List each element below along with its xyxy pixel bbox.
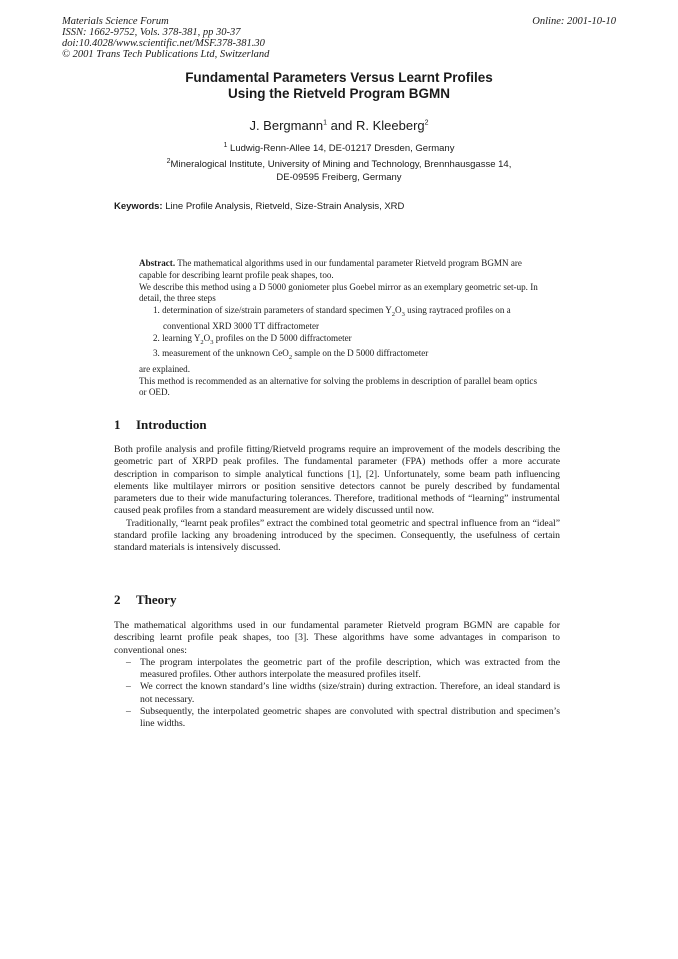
abstract bbox=[139, 258, 539, 399]
keywords-text: Line Profile Analysis, Rietveld, Size-Strain Analysis, XRD bbox=[162, 201, 405, 212]
section-1-paragraph-1: Both profile analysis and profile fitting/Rietveld programs require an improvement of the models describing the geometric part of XRPD peak profiles. The fundamental parameter (FPA) methods offer a more accurate description in comparison to simple analytical functions [1], [2]. Unfortunately, some beam path influencing elements like multilayer mirrors or position sensitive detectors cannot be purely described by fundamental parameters due to their wide manufacturing tolerances. Therefore, traditional methods of “learning” instrumental caused peak profiles from a standard measurement are widely discussed until now. bbox=[114, 444, 560, 517]
list-item: – We correct the known standard’s line widths (size/strain) during extraction. Therefore, an ideal standard is not necessary. bbox=[140, 681, 560, 706]
doi-line[interactable]: doi:10.4028/www.scientific.net/MSF.378-381.30 bbox=[62, 38, 265, 49]
abstract-text-1: The mathematical algorithms used in our fundamental parameter Rietveld program BGMN are capable for describing learnt profile peak shapes, too. bbox=[139, 258, 522, 280]
abstract-step-3: 3. measurement of the unknown CeO$_2$ sample on the D 5000 diffractometer bbox=[153, 348, 429, 362]
abstract-step-1: 1. determination of size/strain parameters of standard specimen $Y_2O_3$ using raytraced profiles on a conventional XRD 3000 TT diffractometer bbox=[153, 305, 511, 331]
authors bbox=[0, 118, 678, 133]
authors-and: and bbox=[327, 118, 356, 133]
affiliation-2-line-1: Mineralogical Institute, University of Mining and Technology, Brennhausgasse 14, bbox=[170, 159, 512, 171]
author-1: J. Bergmann bbox=[249, 118, 324, 133]
abstract-text-4: This method is recommended as an alternative for solving the problems in description of parallel beam optics or OED. bbox=[139, 375, 537, 398]
section-2-list bbox=[114, 657, 560, 731]
abstract-text-3: are explained. bbox=[139, 363, 190, 374]
affiliation-2-sup: 2 bbox=[166, 158, 171, 165]
affiliation-1-sup: 1 bbox=[223, 142, 228, 149]
abstract-label: Abstract. bbox=[139, 258, 176, 268]
online-date: Online: 2001-10-10 bbox=[532, 16, 616, 27]
section-2-number: 2 bbox=[114, 592, 121, 607]
section-2-title: Theory bbox=[136, 592, 177, 607]
title-line-2: Using the Rietveld Program BGMN bbox=[227, 86, 451, 101]
affiliation-1-text: Ludwig-Renn-Allee 14, DE-01217 Dresden, Germany bbox=[230, 143, 455, 155]
author-2: R. Kleeberg bbox=[355, 118, 425, 133]
list-item: – The program interpolates the geometric part of the profile description, which was extracted from the measured profiles. Other authors interpolate the measured profiles itself. bbox=[140, 657, 560, 682]
section-1-paragraph-2: Traditionally, “learnt peak profiles” extract the combined total geometric and spectral influence from an “ideal” standard profile lacking any broadening introduced by the specimen. Consequently, the usefulness of certain standard materials is intensively discussed. bbox=[114, 517, 560, 554]
keywords bbox=[114, 201, 404, 212]
abstract-text-2: We describe this method using a D 5000 goniometer plus Goebel mirror as an exemplary geometric set-up. In detail, the three steps bbox=[139, 281, 538, 304]
section-2-body bbox=[114, 620, 560, 731]
section-1-number: 1 bbox=[114, 417, 121, 432]
section-2-paragraph-1: The mathematical algorithms used in our fundamental parameter Rietveld program BGMN are capable for describing learnt profile peak shapes, too [3]. These algorithms have some advantages in comparison to conventional ones: bbox=[114, 620, 560, 656]
journal-name: Materials Science Forum bbox=[62, 16, 169, 27]
section-1-body bbox=[114, 444, 560, 555]
section-1-title: Introduction bbox=[136, 417, 207, 432]
affiliation-2-line-2: DE-09595 Freiberg, Germany bbox=[276, 172, 402, 184]
section-1-heading bbox=[114, 417, 207, 433]
paper-title bbox=[0, 70, 678, 102]
copyright-line: © 2001 Trans Tech Publications Ltd, Switzerland bbox=[62, 49, 270, 60]
title-line-1: Fundamental Parameters Versus Learnt Profiles bbox=[185, 70, 493, 85]
section-2-heading bbox=[114, 592, 176, 608]
affiliation-2 bbox=[0, 155, 678, 184]
list-item: – Subsequently, the interpolated geometric shapes are convoluted with spectral distribution and specimen’s line widths. bbox=[140, 706, 560, 731]
journal-header bbox=[62, 16, 269, 60]
keywords-label: Keywords: bbox=[114, 201, 163, 212]
author-2-sup: 2 bbox=[424, 119, 429, 127]
affiliation-1 bbox=[0, 142, 678, 154]
abstract-steps bbox=[139, 305, 539, 364]
issn-line: ISSN: 1662-9752, Vols. 378-381, pp 30-37 bbox=[62, 27, 241, 38]
author-1-sup: 1 bbox=[323, 119, 328, 127]
abstract-step-2: 2. learning $Y_2O_3$ profiles on the D 5000 diffractometer bbox=[153, 332, 352, 346]
